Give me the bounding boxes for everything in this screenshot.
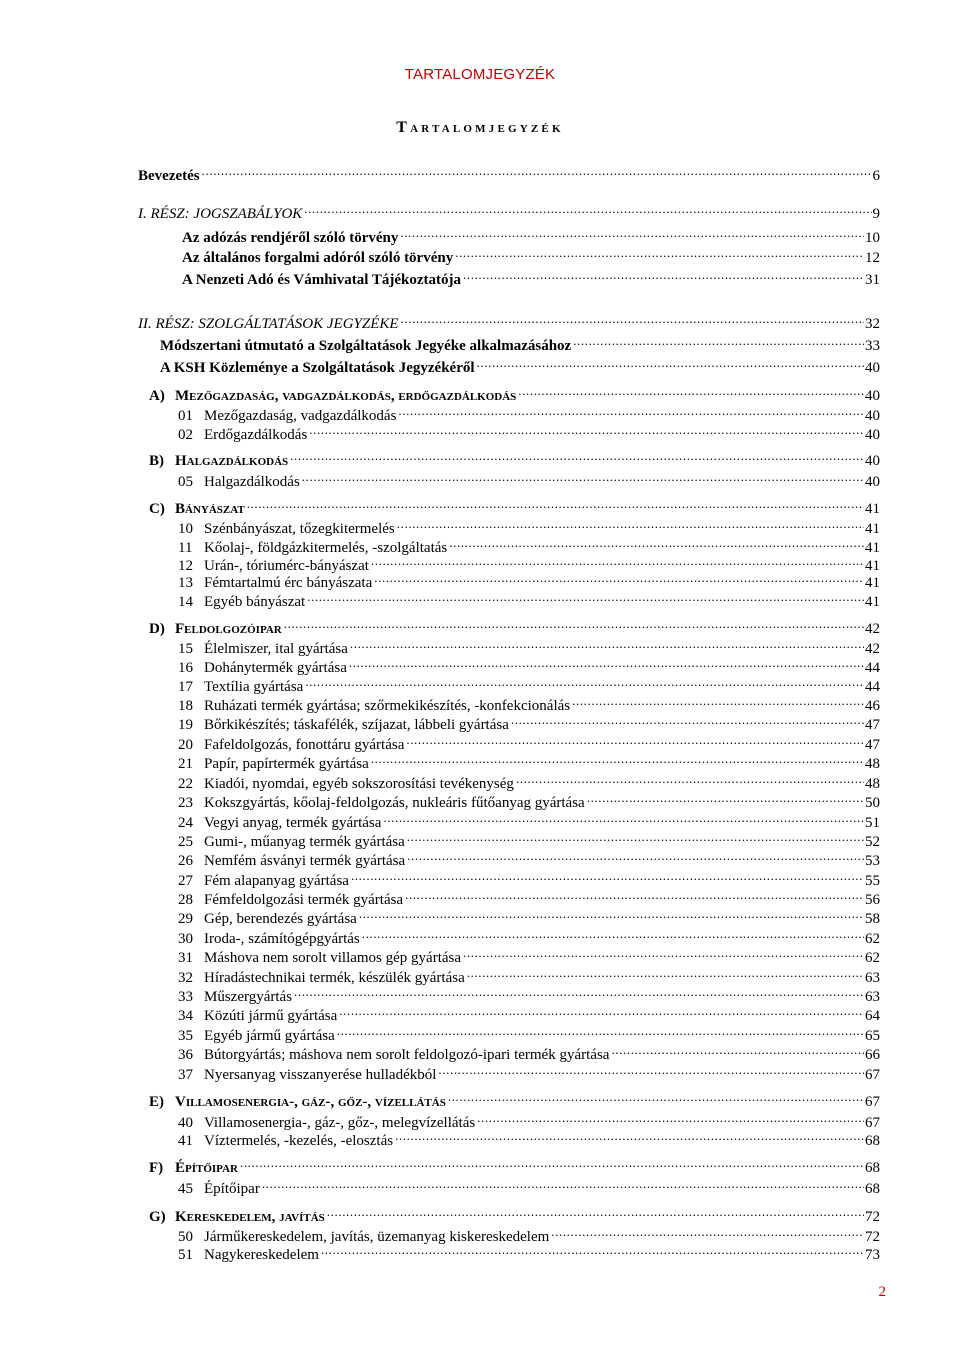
toc-entry-text: Közúti jármű gyártása (204, 1008, 338, 1024)
toc-entry-page: 62 (865, 950, 880, 966)
toc-entry-text: Módszertani útmutató a Szolgáltatások Jegyéke alkalmazásához (160, 338, 572, 354)
toc-entry-text: Erdőgazdálkodás (204, 427, 308, 443)
toc-entry-page: 41 (865, 501, 880, 517)
toc-entry-page: 42 (865, 641, 880, 657)
dot-leader (321, 1245, 864, 1259)
toc-entry-number: 10 (178, 521, 193, 537)
toc-entry[interactable] (178, 909, 880, 928)
dot-leader (240, 1158, 864, 1172)
dot-leader (371, 754, 864, 768)
toc-entry-page: 67 (865, 1094, 880, 1110)
toc-entry-page: 72 (865, 1209, 880, 1225)
toc-entry-label (149, 500, 245, 519)
toc-entry-label (178, 891, 403, 910)
dot-leader (407, 832, 864, 846)
dot-leader (467, 968, 864, 982)
toc-entry-number: 23 (178, 795, 193, 811)
toc-entry-label (138, 205, 302, 224)
dot-leader (374, 573, 864, 587)
toc-entry-page: 40 (865, 388, 880, 404)
toc-entry-text: Halgazdálkodás (175, 453, 289, 469)
toc-entry[interactable] (178, 1245, 880, 1264)
toc-entry-number: 14 (178, 594, 193, 610)
toc-entry-page: 40 (865, 408, 880, 424)
toc-entry[interactable] (178, 948, 880, 967)
toc-entry-text: Kőolaj-, földgázkitermelés, -szolgáltatás (204, 540, 448, 556)
toc-entry-page: 48 (865, 756, 880, 772)
toc-entry-label (178, 872, 349, 891)
dot-leader (339, 1006, 864, 1020)
toc-entry[interactable] (182, 270, 880, 289)
toc-entry[interactable] (138, 166, 880, 185)
toc-entry-page: 47 (865, 737, 880, 753)
toc-entry-number: 05 (178, 474, 193, 490)
toc-entry-number: 32 (178, 970, 193, 986)
toc-entry-page: 66 (865, 1047, 880, 1063)
toc-entry-text: Villamosenergia-, gáz-, gőz-, melegvízellátás (204, 1115, 476, 1131)
dot-leader (397, 519, 864, 533)
toc-entry-page: 6 (872, 168, 880, 184)
toc-entry-label (149, 620, 282, 639)
toc-entry-number: G) (149, 1209, 166, 1225)
toc-entry-number: 16 (178, 660, 193, 676)
toc-entry-label (149, 387, 516, 406)
toc-entry-number: 36 (178, 1047, 193, 1063)
toc-entry-label (160, 337, 571, 356)
toc-entry[interactable] (178, 987, 880, 1006)
toc-entry-number: 37 (178, 1067, 193, 1083)
toc-entry-page: 40 (865, 360, 880, 376)
toc-entry-page: 40 (865, 453, 880, 469)
toc-entry-label (178, 593, 305, 612)
toc-entry-page: 64 (865, 1008, 880, 1024)
toc-entry-text: Fém alapanyag gyártása (204, 873, 349, 889)
toc-entry-page: 55 (865, 873, 880, 889)
dot-leader (401, 314, 864, 328)
dot-leader (262, 1179, 864, 1193)
dot-leader (405, 890, 864, 904)
toc-entry-number: 21 (178, 756, 193, 772)
toc-entry-number: 29 (178, 911, 193, 927)
toc-entry-label (149, 1159, 238, 1178)
toc-entry[interactable] (138, 204, 880, 223)
toc-entry-text: Iroda-, számítógépgyártás (204, 931, 360, 947)
toc-entry[interactable] (178, 1065, 880, 1084)
dot-leader (518, 386, 864, 400)
toc-entry-label (178, 426, 307, 445)
toc-entry-text: Élelmiszer, ital gyártása (204, 641, 348, 657)
toc-entry-label (182, 249, 453, 268)
dot-leader (611, 1045, 864, 1059)
toc-entry-text: Járműkereskedelem, javítás, üzemanyag kiskereskedelem (204, 1229, 550, 1245)
dot-leader (477, 358, 864, 372)
toc-title: Tartalomjegyzék (396, 119, 564, 136)
toc-entry-text: Halgazdálkodás (204, 474, 300, 490)
toc-entry-text: Villamosenergia-, gáz-, gőz-, vízellátás (175, 1094, 446, 1110)
toc-entry-label (182, 271, 461, 290)
toc-entry-page: 65 (865, 1028, 880, 1044)
toc-entry-text: Gép, berendezés gyártása (204, 911, 357, 927)
toc-entry-label (178, 1132, 393, 1151)
toc-entry-page: 62 (865, 931, 880, 947)
dot-leader (202, 166, 872, 180)
dot-leader (477, 1113, 864, 1127)
toc-entry-number: 15 (178, 641, 193, 657)
toc-entry-number: 20 (178, 737, 193, 753)
toc-entry-label (178, 794, 585, 813)
toc-entry-text: Nemfém ásványi termék gyártása (204, 853, 406, 869)
toc-entry[interactable] (178, 573, 880, 592)
toc-entry-text: Dohánytermék gyártása (204, 660, 347, 676)
dot-leader (247, 499, 864, 513)
toc-entry-text: II. RÉSZ: SZOLGÁLTATÁSOK JEGYZÉKE (138, 316, 399, 332)
toc-entry[interactable] (178, 472, 880, 491)
dot-leader (351, 871, 864, 885)
toc-entry-text: Szénbányászat, tőzegkitermelés (204, 521, 395, 537)
toc-entry-number: B) (149, 453, 164, 469)
toc-entry-page: 46 (865, 698, 880, 714)
toc-entry-label (182, 229, 398, 248)
dot-leader (407, 851, 864, 865)
dot-leader (290, 451, 864, 465)
toc-entry-text: Fémfeldolgozási termék gyártása (204, 892, 404, 908)
toc-entry-text: Építőipar (175, 1160, 238, 1176)
toc-entry[interactable] (178, 793, 880, 812)
dot-leader (371, 556, 864, 570)
toc-entry-label (178, 852, 405, 871)
toc-entry-text: Nyersanyag visszanyerése hulladékból (204, 1067, 437, 1083)
toc-entry-text: Bányászat (175, 501, 245, 517)
toc-entry[interactable] (138, 314, 880, 333)
toc-entry-page: 44 (865, 660, 880, 676)
toc-entry-text: Mezőgazdaság, vadgazdálkodás, erdőgazdálkodás (175, 388, 517, 404)
toc-entry-number: A) (149, 388, 165, 404)
toc-entry-number: 22 (178, 776, 193, 792)
toc-entry-text: Bevezetés (138, 168, 200, 184)
dot-leader (349, 658, 864, 672)
dot-leader (305, 677, 864, 691)
toc-entry[interactable] (178, 813, 880, 832)
toc-entry-page: 40 (865, 474, 880, 490)
toc-entry-page: 42 (865, 621, 880, 637)
toc-entry-text: Bútorgyártás; máshova nem sorolt feldolgozó-ipari termék gyártása (204, 1047, 610, 1063)
toc-entry-page: 44 (865, 679, 880, 695)
toc-entry-text: Fafeldolgozás, fonottáru gyártása (204, 737, 405, 753)
toc-entry[interactable] (178, 1006, 880, 1025)
toc-entry-text: Egyéb bányászat (204, 594, 306, 610)
toc-entry-text: Ruházati termék gyártása; szőrmekikészítés, -konfekcionálás (204, 698, 571, 714)
toc-entry[interactable] (178, 696, 880, 715)
toc-entry[interactable] (178, 592, 880, 611)
toc-entry-page: 41 (865, 558, 880, 574)
toc-entry[interactable] (178, 677, 880, 696)
toc-entry[interactable] (178, 1026, 880, 1045)
toc-entry-number: 33 (178, 989, 193, 1005)
toc-entry-label (178, 755, 369, 774)
toc-entry-page: 73 (865, 1247, 880, 1263)
toc-entry[interactable] (182, 248, 880, 267)
toc-entry-number: 12 (178, 558, 193, 574)
toc-entry[interactable] (178, 1113, 880, 1132)
toc-entry-text: Az általános forgalmi adóról szóló törvény (182, 250, 454, 266)
toc-entry[interactable] (178, 832, 880, 851)
dot-leader (395, 1131, 864, 1145)
toc-entry[interactable] (149, 451, 880, 470)
toc-entry[interactable] (178, 735, 880, 754)
toc-entry-text: Víztermelés, -kezelés, -elosztás (204, 1133, 394, 1149)
toc-entry-page: 68 (865, 1160, 880, 1176)
toc-entry-label (178, 949, 461, 968)
dot-leader (359, 909, 864, 923)
page-number: 2 (878, 1284, 886, 1300)
toc-entry-label (138, 167, 200, 186)
toc-entry-text: Az adózás rendjéről szóló törvény (182, 230, 399, 246)
toc-entry[interactable] (178, 1131, 880, 1150)
toc-entry[interactable] (182, 228, 880, 247)
toc-entry-text: A KSH Közleménye a Szolgáltatások Jegyzékéről (160, 360, 475, 376)
toc-entry-label (178, 910, 357, 929)
dot-leader (284, 619, 864, 633)
toc-entry[interactable] (178, 754, 880, 773)
toc-entry-text: Híradástechnikai termék, készülék gyártása (204, 970, 465, 986)
dot-leader (302, 472, 864, 486)
toc-entry-text: I. RÉSZ: JOGSZABÁLYOK (138, 206, 303, 222)
toc-entry-label (178, 930, 360, 949)
toc-entry[interactable] (178, 639, 880, 658)
toc-entry-number: 35 (178, 1028, 193, 1044)
dot-leader (337, 1026, 864, 1040)
toc-entry-page: 68 (865, 1133, 880, 1149)
toc-entry-label (178, 1180, 260, 1199)
toc-entry-number: 51 (178, 1247, 193, 1263)
toc-entry-label (178, 407, 396, 426)
toc-entry-label (178, 988, 292, 1007)
toc-entry-number: 24 (178, 815, 193, 831)
toc-entry[interactable] (178, 658, 880, 677)
dot-leader (463, 948, 864, 962)
toc-entry-text: Egyéb jármű gyártása (204, 1028, 335, 1044)
toc-entry[interactable] (178, 929, 880, 948)
toc-entry-number: F) (149, 1160, 164, 1176)
toc-entry-text: Máshova nem sorolt villamos gép gyártása (204, 950, 462, 966)
toc-entry[interactable] (178, 851, 880, 870)
dot-leader (327, 1207, 864, 1221)
toc-entry-number: 45 (178, 1181, 193, 1197)
toc-entry-page: 48 (865, 776, 880, 792)
toc-entry-label (178, 697, 570, 716)
toc-entry-number: D) (149, 621, 165, 637)
toc-entry-number: 28 (178, 892, 193, 908)
toc-entry-label (178, 814, 381, 833)
toc-entry-text: Építőipar (204, 1181, 260, 1197)
toc-entry[interactable] (178, 1045, 880, 1064)
toc-entry-text: Bőrkikészítés; táskafélék, szíjazat, lábbeli gyártása (204, 717, 509, 733)
toc-entry[interactable] (178, 1179, 880, 1198)
toc-entry-text: Papír, papírtermék gyártása (204, 756, 369, 772)
toc-entry-text: Kokszgyártás, kőolaj-feldolgozás, nukleáris fűtőanyag gyártása (204, 795, 585, 811)
toc-entry[interactable] (178, 538, 880, 557)
dot-leader (463, 270, 864, 284)
toc-entry-page: 58 (865, 911, 880, 927)
toc-entry-label (178, 520, 395, 539)
toc-entry-page: 67 (865, 1067, 880, 1083)
toc-entry-label (160, 359, 475, 378)
toc-entry[interactable] (160, 336, 880, 355)
toc-entry-label (138, 315, 399, 334)
dot-leader (572, 696, 864, 710)
toc-entry[interactable] (178, 774, 880, 793)
toc-entry-number: 40 (178, 1115, 193, 1131)
toc-entry[interactable] (178, 425, 880, 444)
toc-entry[interactable] (149, 1207, 880, 1226)
toc-entry-label (178, 775, 514, 794)
toc-entry-number: 02 (178, 427, 193, 443)
dot-leader (587, 793, 864, 807)
toc-entry-label (178, 678, 303, 697)
toc-entry[interactable] (149, 619, 880, 638)
dot-leader (362, 929, 864, 943)
toc-entry-page: 53 (865, 853, 880, 869)
toc-entry-page: 32 (865, 316, 880, 332)
toc-entry-number: 30 (178, 931, 193, 947)
dot-leader (438, 1065, 864, 1079)
toc-entry[interactable] (160, 358, 880, 377)
toc-entry-text: Gumi-, műanyag termék gyártása (204, 834, 405, 850)
dot-leader (448, 1092, 864, 1106)
toc-entry[interactable] (178, 890, 880, 909)
toc-entry-number: 17 (178, 679, 193, 695)
toc-entry-number: 18 (178, 698, 193, 714)
dot-leader (307, 592, 864, 606)
toc-entry-number: 01 (178, 408, 193, 424)
toc-entry-label (149, 452, 288, 471)
toc-entry-page: 41 (865, 521, 880, 537)
toc-entry-label (178, 1007, 337, 1026)
toc-entry-label (178, 574, 372, 593)
dot-leader (383, 813, 864, 827)
toc-entry[interactable] (178, 1227, 880, 1246)
toc-entry-label (149, 1093, 446, 1112)
toc-entry-text: Vegyi anyag, termék gyártása (204, 815, 382, 831)
toc-entry-number: 11 (178, 540, 193, 556)
dot-leader (455, 248, 864, 262)
toc-entry-text: Kereskedelem, javítás (175, 1209, 325, 1225)
toc-entry-page: 41 (865, 540, 880, 556)
dot-leader (304, 204, 871, 218)
toc-entry[interactable] (178, 968, 880, 987)
toc-entry-text: Kiadói, nyomdai, egyéb sokszorosítási tevékenység (204, 776, 514, 792)
toc-entry-label (178, 640, 348, 659)
toc-entry-number: E) (149, 1094, 164, 1110)
toc-entry[interactable] (178, 406, 880, 425)
toc-entry-page: 52 (865, 834, 880, 850)
toc-entry-label (178, 969, 465, 988)
toc-entry[interactable] (149, 499, 880, 518)
toc-entry-page: 41 (865, 594, 880, 610)
toc-entry-page: 47 (865, 717, 880, 733)
toc-entry-page: 68 (865, 1181, 880, 1197)
toc-entry-page: 63 (865, 970, 880, 986)
dot-leader (309, 425, 864, 439)
toc-entry-number: 50 (178, 1229, 193, 1245)
dot-leader (511, 715, 864, 729)
toc-entry-page: 12 (865, 250, 880, 266)
toc-entry-text: Fémtartalmú érc bányászata (204, 575, 373, 591)
toc-entry-page: 31 (865, 272, 880, 288)
toc-entry[interactable] (178, 715, 880, 734)
dot-leader (400, 228, 864, 242)
dot-leader (350, 639, 864, 653)
toc-entry-text: Műszergyártás (204, 989, 293, 1005)
toc-entry-page: 67 (865, 1115, 880, 1131)
toc-entry-label (178, 833, 405, 852)
toc-entry[interactable] (149, 1158, 880, 1177)
dot-leader (406, 735, 864, 749)
toc-entry-text: Feldolgozóipar (175, 621, 282, 637)
dot-leader (449, 538, 864, 552)
toc-entry-label (178, 659, 347, 678)
toc-entry-number: 27 (178, 873, 193, 889)
toc-entry-label (178, 1046, 609, 1065)
running-header: TARTALOMJEGYZÉK (404, 66, 556, 83)
toc-entry[interactable] (149, 386, 880, 405)
dot-leader (551, 1227, 864, 1241)
dot-leader (516, 774, 864, 788)
toc-entry-label (178, 1066, 436, 1085)
toc-entry-number: 13 (178, 575, 193, 591)
toc-entry-label (178, 1027, 335, 1046)
toc-entry-page: 51 (865, 815, 880, 831)
dot-leader (573, 336, 864, 350)
toc-entry-text: Urán-, tóriumérc-bányászat (204, 558, 369, 574)
toc-entry-page: 41 (865, 575, 880, 591)
toc-entry-label (178, 1246, 319, 1265)
toc-entry-page: 40 (865, 427, 880, 443)
toc-entry-text: A Nenzeti Adó és Vámhivatal Tájékoztatója (182, 272, 462, 288)
toc-entry-number: C) (149, 501, 165, 517)
toc-entry-number: 26 (178, 853, 193, 869)
toc-entry-label (178, 736, 404, 755)
toc-entry-label (178, 473, 300, 492)
toc-entry-number: 41 (178, 1133, 193, 1149)
toc-entry-text: Nagykereskedelem (204, 1247, 319, 1263)
toc-entry[interactable] (178, 519, 880, 538)
toc-entry-page: 10 (865, 230, 880, 246)
toc-entry-label (149, 1208, 325, 1227)
toc-entry-text: Textília gyártása (204, 679, 304, 695)
toc-entry-number: 19 (178, 717, 193, 733)
dot-leader (294, 987, 864, 1001)
toc-entry-number: 31 (178, 950, 193, 966)
toc-entry-label (178, 716, 509, 735)
dot-leader (398, 406, 864, 420)
toc-entry-page: 72 (865, 1229, 880, 1245)
toc-entry-page: 63 (865, 989, 880, 1005)
toc-entry-page: 9 (872, 206, 880, 222)
toc-entry-page: 33 (865, 338, 880, 354)
toc-entry[interactable] (178, 871, 880, 890)
toc-entry-number: 34 (178, 1008, 193, 1024)
toc-entry-page: 50 (865, 795, 880, 811)
toc-entry-page: 56 (865, 892, 880, 908)
toc-entry[interactable] (149, 1092, 880, 1111)
toc-entry-number: 25 (178, 834, 193, 850)
toc-entry-text: Mezőgazdaság, vadgazdálkodás (204, 408, 397, 424)
